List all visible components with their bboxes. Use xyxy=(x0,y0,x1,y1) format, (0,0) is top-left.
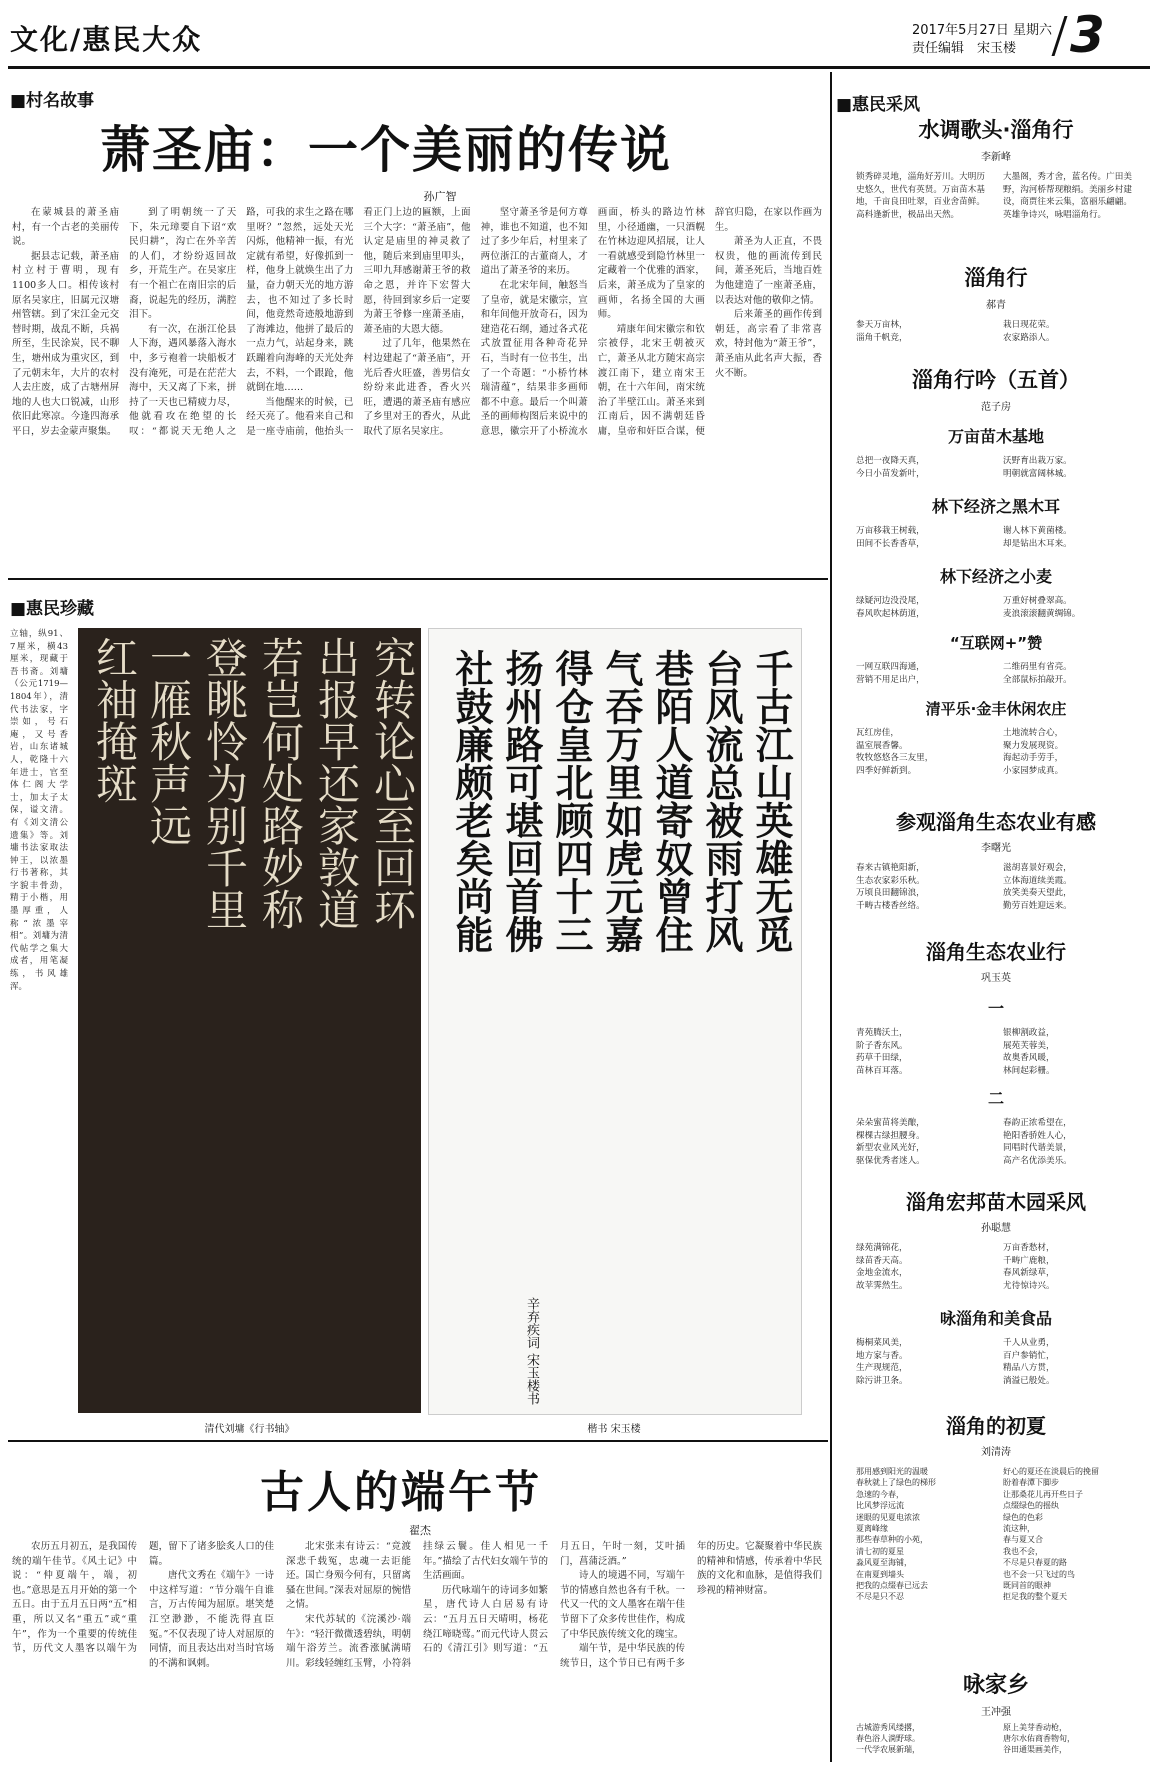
poem-lines xyxy=(856,727,1136,777)
column-label-sidebar: ■惠民采风 xyxy=(836,95,921,115)
poem-line: 苗林百耳落。 xyxy=(856,1065,908,1076)
poem-author: 孙聪慧 xyxy=(981,1223,1011,1234)
poem-line: 好心的夏还在淡晨后的挽留 xyxy=(1003,1467,1099,1476)
paragraph: 靖康年间宋徽宗和钦宗被俘，北宋王朝被灭亡，萧圣从北方随宋高宗渡江南下，建立南宋王朝，在十六年间，南宋统治了半壁江山。萧圣来到江南后，因不满朝廷昏庸，皇帝和奸臣合谋，便辞官归隐，在家以作画为生。 xyxy=(597,207,822,437)
poem-line: 故苹霁然生。 xyxy=(856,1280,908,1291)
poem-line: 精品八方贯， xyxy=(1003,1363,1055,1373)
calligraphy-column xyxy=(82,636,140,804)
poem-title: 淄角生态农业行 xyxy=(926,940,1066,964)
poem-line: 生态农家彩乐秋。 xyxy=(856,875,925,886)
sidebar-divider xyxy=(830,72,832,1762)
calligraphy-column xyxy=(304,636,362,930)
paragraph: 农历五月初五，是我国传统的端午佳节。《风土记》中说：“仲夏端午，端，初也。”意思是五月开始的第一个五日。由于五月五日两“五”相重，所以又名“重五”或“重午”，作为一个重要的传统佳节，历代文人墨客以端午为题，留下了诸多脍炙人口的佳篇。 xyxy=(12,1541,274,1655)
poem-author: 李新峰 xyxy=(981,152,1011,163)
calligraphy-text: 出报早还家敦道 xyxy=(312,636,361,930)
poem-block xyxy=(846,1410,1146,1603)
poem-line: 故奥香风暖， xyxy=(1003,1053,1055,1063)
poem-line: 绿苑满锦花， xyxy=(856,1243,908,1253)
paragraph: 北宋张耒有诗云：“竞渡深悲千载冤，忠魂一去讵能还。国亡身殒今何有，只留离骚在世间。”深表对屈原的惋惜之情。 xyxy=(286,1541,411,1611)
poem-line: 不尽是只不忍 xyxy=(856,1592,904,1602)
poem-line: 锁秀碎灵地，淄角好芳川。大明历史悠久，世代有英贤。万亩苗木基地，千亩良田吐翠，百业舍苗鲜。高科逢新世，极品出天然。 xyxy=(856,172,985,220)
poem-lines xyxy=(856,1242,1136,1292)
poem-block xyxy=(846,936,1146,984)
paragraph: 端午节，是中华民族的传统节日，这个节日已有两千多年的历史。它凝聚着中华民族的精神和情感，传承着中华民族的文化和血脉，是值得我们珍视的精神财富。 xyxy=(560,1541,822,1669)
poem-line: 万顷良田翻锦浪， xyxy=(856,888,925,898)
poem-title: 林下经济之黑木耳 xyxy=(931,497,1060,516)
poem-line: 银柳割政益， xyxy=(1003,1028,1055,1038)
poem-line: 地方家与香。 xyxy=(856,1350,908,1361)
poem-lines xyxy=(856,1337,1136,1387)
poem-author: 刘清涛 xyxy=(981,1447,1011,1458)
paragraph: 宋代苏轼的《浣溪沙·端午》：“轻汗微微透碧纨，明朝端午浴芳兰。流香涨腻满晴川。彩线轻缠红玉臂，小符斜挂绿云鬟。佳人相见一千年。”描绘了古代妇女端午节的生活画面。 xyxy=(286,1541,548,1669)
poem-line: 百户参销忙， xyxy=(1003,1350,1055,1361)
poem-line: 参天万亩林， xyxy=(856,320,908,330)
kaishu-text: 气吞万里如虎元嘉 xyxy=(599,649,644,953)
poem-line: 沃野育出栽万家。 xyxy=(1003,456,1072,466)
poem-line: 总把一夜降天真， xyxy=(856,456,925,466)
poem-line: 全部鼠标拍敲开。 xyxy=(1003,674,1072,685)
poem-line: 千畴广鹿粮， xyxy=(1003,1255,1055,1266)
poem-title: 淄角行吟（五首） xyxy=(912,368,1080,392)
poem-line: 万亩香愁材， xyxy=(1003,1243,1055,1253)
poem-line: 立体海道续美霞。 xyxy=(1003,875,1072,886)
column-label-collection: ■惠民珍藏 xyxy=(10,599,95,619)
poem-line: 一代学农展新瑞， xyxy=(856,1745,920,1754)
calligraphy-column xyxy=(360,636,418,930)
calligraphy-text: 登眺怜为别千里 xyxy=(200,636,249,930)
paragraph: 后来萧圣的画作传到朝廷，高宗看了非常喜欢，特封他为“萧王爷”，萧圣庙从此名声大振，香火不断。 xyxy=(714,309,822,379)
poem-line: 千畴古楼香丝络。 xyxy=(856,900,925,911)
poem-block xyxy=(846,806,1146,912)
paragraph: 诗人的境遇不同，写端午节的情感自然也各有千秋。一代又一代的文人墨客在端午佳节留下了众多传世佳作，构成了中华民族传统文化的瑰宝。 xyxy=(560,1570,685,1640)
poem-block xyxy=(846,632,1146,686)
poem-author: 范子房 xyxy=(981,402,1011,413)
poem-line: 艳阳香骄姓人心， xyxy=(1003,1130,1072,1141)
paragraph: 萧圣为人正直，不畏权贵，他的画流传到民间，萧圣死后，当地百姓为他建造了一座萧圣庙，以表达对他的敬仰之情。 xyxy=(714,236,822,306)
poem-line: 春风新绿草， xyxy=(1003,1268,1055,1278)
poem-block xyxy=(846,262,1146,344)
poem-line: 拒足我的整个夏天 xyxy=(1003,1592,1067,1602)
poem-line: 阶子香东风。 xyxy=(856,1040,908,1051)
poem-title: 一 xyxy=(987,999,1004,1018)
poem-line: 盼着春潭下脚步 xyxy=(1003,1478,1059,1488)
poem-line: 让那桑花儿再开些日子 xyxy=(1003,1489,1083,1499)
paragraph: 到了明朝统一了天下，朱元璋要自下诏“欢民归耕”，沟亡在外辛苦的人们，才纷纷返回故乡，开荒生产。在吴家庄有一个祖亡在南旧宗的后裔，说起先的经历，满腔泪下。 xyxy=(129,207,237,321)
poem-line: 原上美芽香动枪， xyxy=(1003,1723,1067,1732)
poem-line: 春与夏又合 xyxy=(1003,1535,1043,1545)
poem-line: 二维码里有省亮。 xyxy=(1003,662,1072,672)
poem-line: 却是钻出木耳来。 xyxy=(1003,538,1072,549)
poem-line: 大墨阁，秀才舍，蓝名传。广田美野，沟河桥帮现粮绢。美丽乡村建设，商贾往来云集，富丽乐翩翩。英雄争诗兴，咏唱淄角行。 xyxy=(1003,172,1132,220)
page-number: 3 xyxy=(1070,6,1105,64)
poem-title: 淄角的初夏 xyxy=(946,1414,1046,1438)
poem-line: 林间起彩栅。 xyxy=(1003,1065,1055,1076)
poem-line: 万亩移栽王树载， xyxy=(856,526,925,536)
poem-block xyxy=(846,424,1146,480)
paragraph: 据县志记载，萧圣庙村立村于曹明，现有1100多人口。相传该村原名吴家庄，旧属元汉塘州管辖。到了宋江金元交替时期，战乱不断，兵祸所至，生民涂炭，民不聊生，塘州成为重灾区，到了元朝末年，大片的农村人去庄废，成了古塘州屏地的人也大口锐减，山形依旧此寒凉。今逢四海承平日，岁去金蒙声聚集。 xyxy=(12,250,120,437)
poem-line: 绿色的色彩 xyxy=(1003,1512,1043,1522)
poem-block xyxy=(846,698,1146,777)
poem-line: 麦浪滚滚翻黄绸锦。 xyxy=(1003,608,1081,619)
section-rule xyxy=(8,578,828,580)
calligraphy-column xyxy=(248,636,306,930)
kaishu-text: 台风流总被雨打风 xyxy=(699,649,744,953)
poem-line: 春风吹起林荫道， xyxy=(856,608,925,619)
poem-line: 在南夏到墙头 xyxy=(856,1569,904,1579)
poem-line: 春秋就上了绿色的梯形 xyxy=(856,1478,936,1488)
poem-line: 聚力发展现资。 xyxy=(1003,740,1064,751)
issue-info xyxy=(912,22,1052,58)
kaishu-signature xyxy=(519,1297,539,1405)
article-title-duanwu: 古人的端午节 xyxy=(260,1467,542,1518)
poem-line: 我也不会， xyxy=(1003,1546,1043,1556)
article-body-duanwu xyxy=(12,1540,822,1762)
poem-line: 把我的点缀春已远去 xyxy=(856,1581,928,1591)
poem-line: 不尽是只春夏的路 xyxy=(1003,1558,1067,1568)
kaishu-column xyxy=(441,649,495,953)
poem-block xyxy=(846,1186,1146,1292)
poem-lines xyxy=(856,1466,1136,1603)
poem-line: 谷田通渠画美作， xyxy=(1003,1745,1067,1754)
poem-line: 点缀绿色的摇纨 xyxy=(1003,1501,1059,1511)
paragraph: 当他醒来的时候，已经天亮了。他看来自己和是一座寺庙前，他抬头一看正门上边的匾额，上面三个大字：“萧圣庙”，他认定是庙里的神灵救了他，随后来到庙里叩头，三叩九拜感谢萧王爷的救命之恩，并许下宏誓大愿，待回到家乡后一定要为萧王爷修一座萧圣庙，萧圣庙的大恩大德。 xyxy=(246,207,471,437)
poem-lines xyxy=(856,661,1136,686)
poem-line: 营销不用足出户， xyxy=(856,674,925,685)
poem-line: 今日小苗发新叶， xyxy=(856,468,925,479)
poem-line: 迷眼的见夏电浓浓 xyxy=(856,1512,920,1522)
poem-block xyxy=(846,564,1146,620)
poem-author: 郝青 xyxy=(986,300,1006,311)
poem-block xyxy=(846,494,1146,550)
poem-lines xyxy=(856,862,1136,912)
poem-line: 展苑芙蓉美， xyxy=(1003,1040,1055,1051)
poem-lines xyxy=(856,1722,1136,1755)
section-title: 文化/惠民大众 xyxy=(10,23,203,56)
poem-line: 高产名优添美乐。 xyxy=(1003,1155,1072,1166)
kaishu-column xyxy=(741,649,795,953)
poem-line: 梅桐菜风美， xyxy=(856,1338,908,1348)
poem-block xyxy=(846,996,1146,1077)
paragraph: 唐代文秀在《端午》一诗中这样写道：“节分端午自谁言，万古传闻为屈原。堪笑楚江空渺渺，不能洗得直臣冤。”不仅表现了诗人对屈原的同情，而且表达出对当时官场的不满和讽刺。 xyxy=(149,1570,274,1669)
poem-line: 驱保优秀者迷人。 xyxy=(856,1155,925,1166)
kaishu-column xyxy=(641,649,695,953)
poem-line: 比风梦浮远流 xyxy=(856,1501,904,1511)
poem-lines xyxy=(856,455,1136,480)
poem-line: 尤待惊诗兴。 xyxy=(1003,1280,1055,1291)
poem-lines xyxy=(856,1027,1136,1077)
kaishu-column xyxy=(691,649,745,953)
poem-title: 咏淄角和美食品 xyxy=(939,1309,1052,1328)
calligraphy-caption: 清代刘墉《行书轴》 xyxy=(204,1424,295,1435)
poem-title: “互联网+”赞 xyxy=(949,634,1043,652)
kaishu-calligraphy-image xyxy=(428,628,802,1415)
calligraphy-scroll-image xyxy=(78,628,421,1413)
poem-line: 勤劳百姓迎远来。 xyxy=(1003,900,1072,911)
kaishu-text: 巷陌人道寄奴曾住 xyxy=(649,649,694,953)
poem-line: 既同首的眼神 xyxy=(1003,1581,1051,1591)
poem-line: 青苑腾沃土， xyxy=(856,1028,908,1038)
poem-title: 参观淄角生态农业有感 xyxy=(896,810,1096,834)
poem-title: 淄角宏邦苗木园采风 xyxy=(906,1190,1086,1214)
poem-line: 四季好鲜新到。 xyxy=(856,765,917,776)
poem-line: 牧牧悠悠各三友里， xyxy=(856,753,934,763)
poem-title: 咏家乡 xyxy=(962,1673,1029,1698)
poem-line: 瓦红房佳， xyxy=(856,728,899,738)
kaishu-text: 千古江山英雄无觅 xyxy=(749,649,794,953)
calligraphy-text: 若岂何处路妙称 xyxy=(256,636,305,930)
kaishu-text: 社鼓廉颇老矣尚能 xyxy=(449,649,494,953)
collection-intro: 立轴，纵91、7厘米，横43厘米，现藏于吾书斋。刘墉（公元1719—1804年），清代书法家，字崇如，号石庵，又号香岩，山东诸城人，乾隆十六年进士，官至体仁阁大学士，加太子太保，谥文清。有《刘文清公遗集》等。刘墉书法家取法钟王，以浓墨行书著称，其字貌丰骨劲，精于小楷，用墨厚重，人称“浓墨宰相”。刘墉为清代帖学之集大成者，用笔凝练，书风雄浑。 xyxy=(10,629,68,992)
poem-line: 一网互联四海通， xyxy=(856,662,925,672)
poem-line: 万重好树叠翠高。 xyxy=(1003,596,1072,606)
poem-lines xyxy=(856,1117,1136,1167)
paragraph: 过了几年，他果然在村边建起了“萧圣庙”，开光后香火旺盛，善男信女纷纷来此进香，香火兴旺，遭遇的萧圣庙有感应了乡里对王的香火，从此取代了原名吴家庄。 xyxy=(363,338,471,437)
poem-author: 王冲强 xyxy=(981,1707,1011,1718)
poem-block xyxy=(846,114,1146,221)
poem-line: 田间不长香香草， xyxy=(856,538,925,549)
calligraphy-column xyxy=(136,636,194,846)
poem-line: 栽日现花荣。 xyxy=(1003,320,1055,330)
poem-block xyxy=(846,1668,1146,1755)
poem-line: 药草千田绿， xyxy=(856,1053,908,1063)
article-author-duanwu: 翟杰 xyxy=(409,1524,431,1537)
poem-block xyxy=(846,364,1146,413)
paragraph: 在蒙城县的萧圣庙村，有一个古老的美丽传说。 xyxy=(12,207,120,248)
poem-lines xyxy=(856,319,1136,344)
poem-line: 同唱时代谐美景， xyxy=(1003,1143,1072,1153)
poem-line: 古城游秀风缕撂， xyxy=(856,1723,920,1732)
poem-line: 那些春草种的小苑， xyxy=(856,1535,928,1545)
kaishu-signature-text: 辛弃疾词 宋玉楼书 xyxy=(524,1297,539,1406)
poem-line: 新型农业风光好， xyxy=(856,1143,925,1153)
section-rule xyxy=(8,1440,828,1442)
paragraph: 历代咏端午的诗词多如繁星，唐代诗人白居易有诗云：“五月五日天晴明，杨花绕江啼晓莺。”而元代诗人贯云石的《清江引》则写道：“五月五日，午时一刻，艾叶插门，菖蒲泛酒。” xyxy=(423,1541,685,1655)
paragraph: 坚守萧圣爷是何方尊神，谁也不知道，也不知过了多少年后，村里来了两位浙江的古董商人，才道出了萧圣爷的来历。 xyxy=(480,207,588,277)
calligraphy-text: 一雁秋声远 xyxy=(144,636,193,846)
poem-line: 春来古镇艳阳新， xyxy=(856,863,925,873)
kaishu-column xyxy=(541,649,595,953)
poem-line: 绿疑河边没没尾， xyxy=(856,596,925,606)
poem-line: 夏离峰缘 xyxy=(856,1524,888,1534)
kaishu-text: 得仓皇北顾四十三 xyxy=(549,649,594,953)
page-divider-slash xyxy=(1052,16,1068,56)
paragraph: 在北宋年间，触怒当了皇帝，就是宋徽宗，宣和年间他开放奇石，因为建造花石纲，通过各式花式放置征用各种奇花异石，当时有一位书生，出了一个奇题：“小桥竹林瑞清蕴”，结果非多画师都不中意。最后一个叫萧圣的画师构图后来说中的意思，徽宗开了小桥流水画面，桥头的路边竹林里，小径通幽，一只酒幌在竹林边迎风招展，让人一看就感受到隐竹林里一定藏着一个优雅的酒家，后来，萧圣成为了皇家的画师，名扬全国的大画师。 xyxy=(480,207,705,437)
article-title-village: 萧圣庙：一个美丽的传说 xyxy=(100,121,672,179)
poem-line: 土地流转合心， xyxy=(1003,728,1064,738)
kaishu-column xyxy=(491,649,545,953)
poem-line: 朵朵蜜苗将美酿， xyxy=(856,1118,925,1128)
poem-line: 唐尔水佑商香物旬， xyxy=(1003,1734,1075,1743)
poem-line: 春韵正浓希望在， xyxy=(1003,1118,1072,1128)
issue-date: 2017年5月27日 星期六 xyxy=(912,23,1053,38)
poem-line: 海起动手劳手， xyxy=(1003,753,1064,763)
calligraphy-text: 红袖掩斑 xyxy=(90,636,139,804)
poem-line: 流这种， xyxy=(1003,1524,1035,1534)
poem-line: 那用感到阳光的温暖 xyxy=(856,1467,928,1476)
poem-line: 淄角千帆竞， xyxy=(856,332,908,343)
poem-title: 二 xyxy=(987,1089,1004,1108)
poem-line: 农家路添人。 xyxy=(1003,332,1055,343)
poem-title: 林下经济之小麦 xyxy=(939,567,1052,586)
poem-line: 也不会一只飞过的鸟 xyxy=(1003,1569,1075,1579)
editor-credit: 责任编辑 宋玉楼 xyxy=(912,41,1017,56)
poem-line: 淼风夏至海铺， xyxy=(856,1558,912,1568)
poem-line: 棵棵古绿担腰身。 xyxy=(856,1130,925,1141)
poem-line: 淌溢已般处。 xyxy=(1003,1375,1055,1386)
poem-lines xyxy=(856,595,1136,620)
poem-title: 万亩苗木基地 xyxy=(947,427,1044,446)
paragraph: 有一次，在浙江伦县人下海，遇风暴落入海水中，多亏袍着一块船板才没有淹死，可是在茫茫大海中，天又离了下来，拼持了一天也已精疲力尽，他就看攻在绝望的长叹：“都说天无绝人之路，可我的求生之路在哪里呀？”忽然，远处天光闪烁，他精神一振，有光定就有希望，好像抓到一样，他身上就焕生出了力量，奋力朝天光的地方游去，也不知过了多长时间，他竟然奇迹般地游到了海滩边，他拼了最后的一点力气，站起身来，跳跃蹦着向海峰的天光处奔去，不料，一个跟跄，他就倒在地…… xyxy=(129,207,354,437)
poem-line: 金地金流水， xyxy=(856,1268,908,1278)
poem-author: 巩玉英 xyxy=(981,973,1011,984)
poem-title: 清平乐·金丰休闲农庄 xyxy=(925,700,1067,718)
poem-author: 李曙光 xyxy=(981,843,1011,854)
column-label-village: ■村名故事 xyxy=(10,91,95,111)
poem-lines xyxy=(856,171,1136,221)
article-body-village xyxy=(12,206,822,566)
header-rule xyxy=(8,66,1150,69)
kaishu-text: 扬州路可堪回首佛 xyxy=(499,649,544,953)
poem-line: 绿苗香天高。 xyxy=(856,1255,908,1266)
poem-block xyxy=(846,1306,1146,1387)
poem-title: 淄角行 xyxy=(964,266,1028,290)
kaishu-caption: 楷书 宋玉楼 xyxy=(587,1424,641,1435)
calligraphy-text: 究转论心至回环 xyxy=(368,636,417,930)
poem-line: 小家园梦成真。 xyxy=(1003,765,1064,776)
poem-line: 清七初的夏星 xyxy=(856,1546,904,1556)
poem-line: 生产现规范， xyxy=(856,1363,908,1373)
poem-line: 千人从业勇， xyxy=(1003,1338,1055,1348)
poem-line: 急速的今春， xyxy=(856,1489,904,1499)
calligraphy-column xyxy=(192,636,250,930)
poem-line: 春色浴人淌野球。 xyxy=(856,1734,920,1743)
poem-block xyxy=(846,1086,1146,1167)
poem-line: 温室展香馨。 xyxy=(856,740,908,751)
poem-title: 水调歌头·淄角行 xyxy=(918,118,1074,142)
poem-lines xyxy=(856,525,1136,550)
kaishu-column xyxy=(591,649,645,953)
poem-line: 谢人林下黄菌楼。 xyxy=(1003,526,1072,536)
poem-line: 放笑美奏天望此， xyxy=(1003,888,1072,898)
article-author-village: 孙广智 xyxy=(423,190,457,203)
poem-line: 除污讲卫条。 xyxy=(856,1375,908,1386)
poem-line: 滋胡喜景好观会， xyxy=(1003,863,1072,873)
poem-line: 明朝就富阔林城。 xyxy=(1003,468,1072,479)
